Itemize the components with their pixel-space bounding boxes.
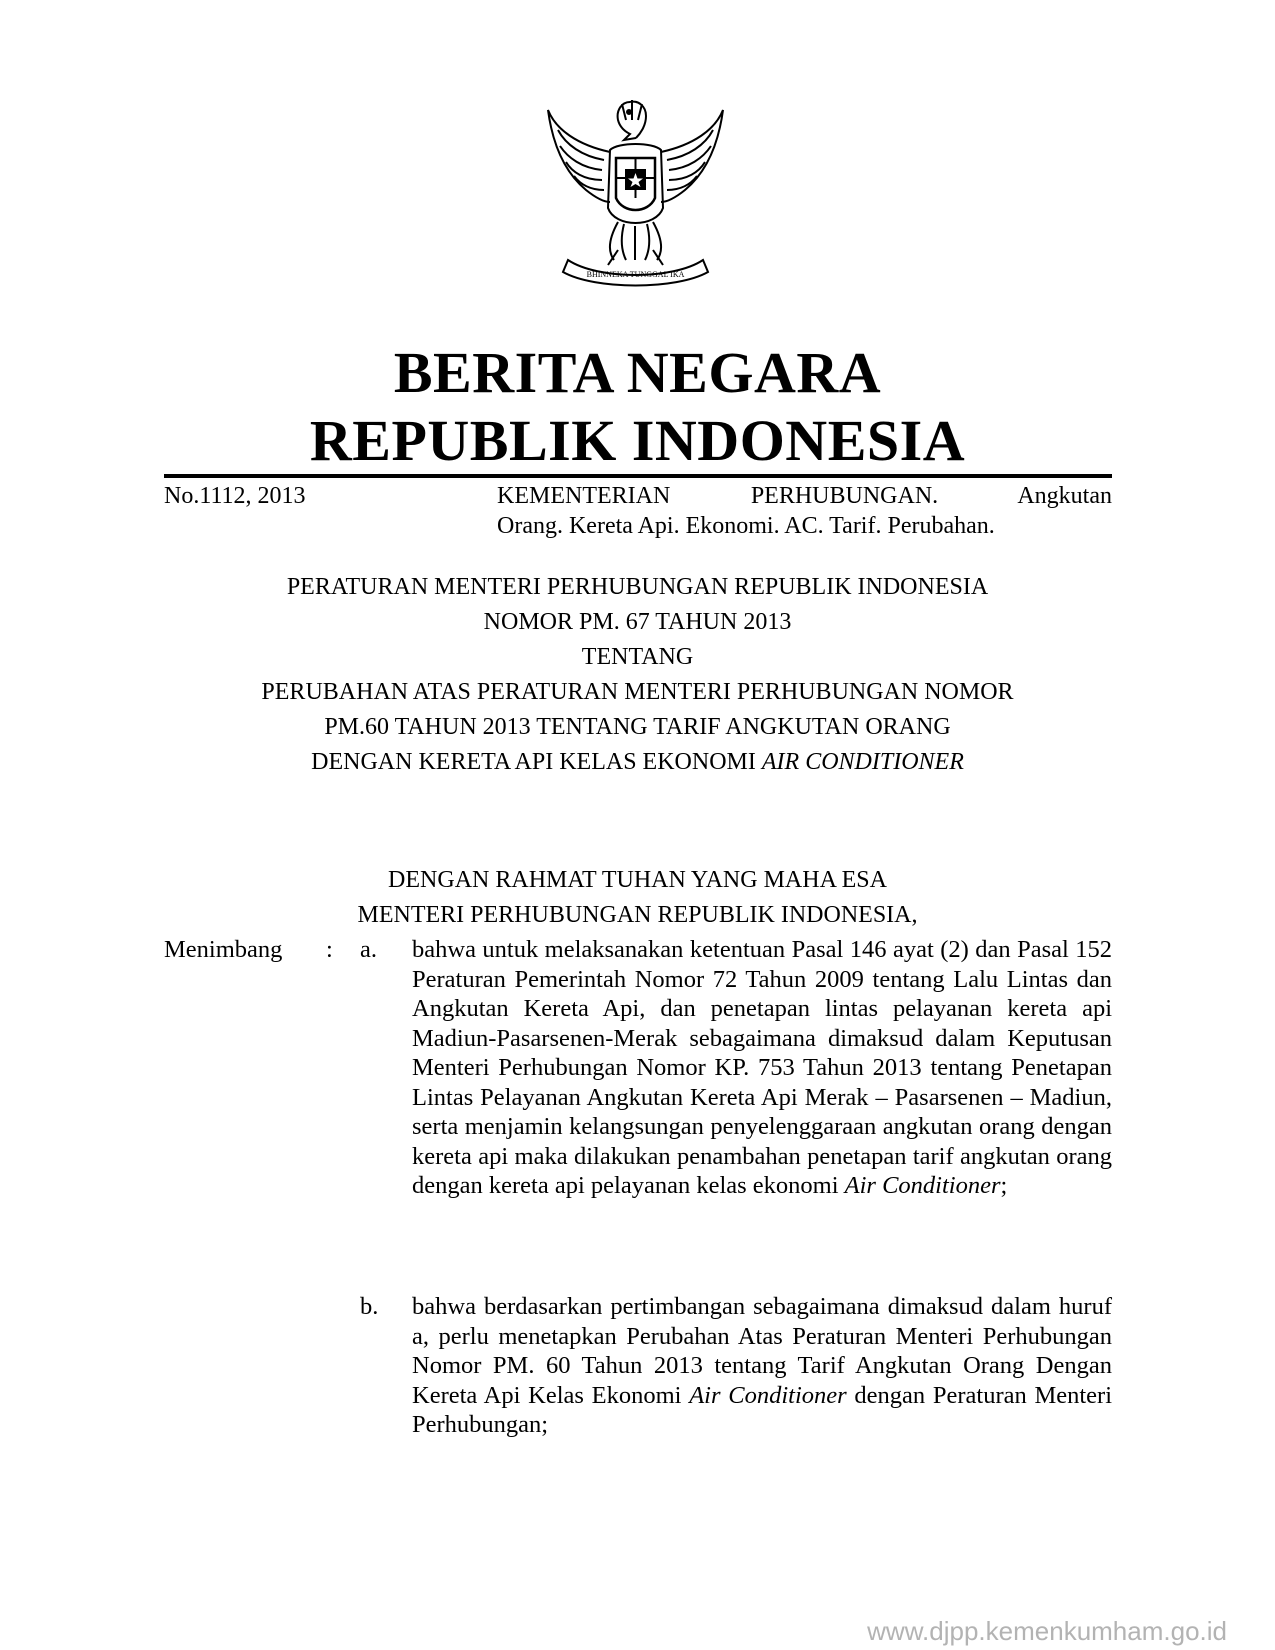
- item-b-letter: b.: [360, 1293, 379, 1320]
- preamble: [0, 863, 1275, 933]
- subject-line1: KEMENTERIAN PERHUBUNGAN. Angkutan: [497, 483, 1112, 509]
- header-rule: [164, 474, 1112, 478]
- regulation-line6-text: DENGAN KERETA API KELAS EKONOMI: [311, 749, 756, 775]
- subject-line2: Orang. Kereta Api. Ekonomi. AC. Tarif. Perubahan.: [497, 513, 995, 539]
- regulation-line5: PM.60 TAHUN 2013 TENTANG TARIF ANGKUTAN ORANG: [324, 714, 951, 740]
- emblem-motto: BHINNEKA TUNGGAL IKA: [586, 270, 685, 279]
- item-a-italic: Air Conditioner: [844, 1172, 1001, 1199]
- regulation-line2: NOMOR PM. 67 TAHUN 2013: [483, 609, 792, 635]
- regulation-line4: PERUBAHAN ATAS PERATURAN MENTERI PERHUBUNGAN NOMOR: [261, 679, 1014, 705]
- considering-label: Menimbang: [164, 936, 283, 963]
- considering-colon: :: [326, 936, 333, 963]
- preamble-line2: MENTERI PERHUBUNGAN REPUBLIK INDONESIA,: [357, 902, 918, 928]
- regulation-line6: [0, 745, 1275, 780]
- item-b-body: bahwa berdasarkan pertimbangan sebagaimana dimaksud dalam huruf a, perlu menetapkan Perubahan Atas Peraturan Menteri Perhubungan Nomor PM. 60 Tahun 2013 tentang Tarif Angkutan Orang Dengan Kereta Api Kelas Ekonomi: [412, 1293, 1112, 1409]
- publication-title-line1: BERITA NEGARA: [393, 340, 882, 405]
- preamble-line1: DENGAN RAHMAT TUHAN YANG MAHA ESA: [388, 867, 887, 893]
- item-a-letter: a.: [360, 936, 377, 963]
- publication-title-line2: REPUBLIK INDONESIA: [309, 408, 966, 473]
- item-b-italic: Air Conditioner: [689, 1381, 847, 1409]
- item-a-text: [412, 935, 1112, 1201]
- item-a-end: ;: [1000, 1172, 1008, 1199]
- source-watermark: www.djpp.kemenkumham.go.id: [867, 1616, 1227, 1646]
- regulation-line1: PERATURAN MENTERI PERHUBUNGAN REPUBLIK INDONESIA: [286, 574, 989, 600]
- publication-number: No.1112, 2013: [164, 483, 306, 509]
- item-b-text: [412, 1292, 1112, 1440]
- regulation-line6-italic: AIR CONDITIONER: [761, 749, 964, 775]
- item-a-body: bahwa untuk melaksanakan ketentuan Pasal 146 ayat (2) dan Pasal 152 Peraturan Pemerintah Nomor 72 Tahun 2009 tentang Lalu Lintas dan Angkutan Kereta Api, dan penetapan lintas pelayanan kereta api Madiun-Pasarsenen-Merak sebagaimana dimaksud dalam Keputusan Menteri Perhubungan Nomor KP. 753 Tahun 2013 tentang Penetapan Lintas Pelayanan Angkutan Kereta Api Merak – Pasarsenen – Madiun, serta menjamin kelangsungan penyelenggaraan angkutan orang dengan kereta api maka dilakukan penambahan penetapan tarif angkutan orang dengan kereta api pelayanan kelas ekonomi: [412, 936, 1112, 1199]
- item-b-end: dengan Peraturan Menteri Perhubungan;: [412, 1381, 1113, 1438]
- publication-subject: [497, 481, 1112, 541]
- regulation-heading: [0, 570, 1275, 780]
- regulation-line3: TENTANG: [581, 644, 694, 670]
- garuda-emblem-icon: [538, 90, 733, 290]
